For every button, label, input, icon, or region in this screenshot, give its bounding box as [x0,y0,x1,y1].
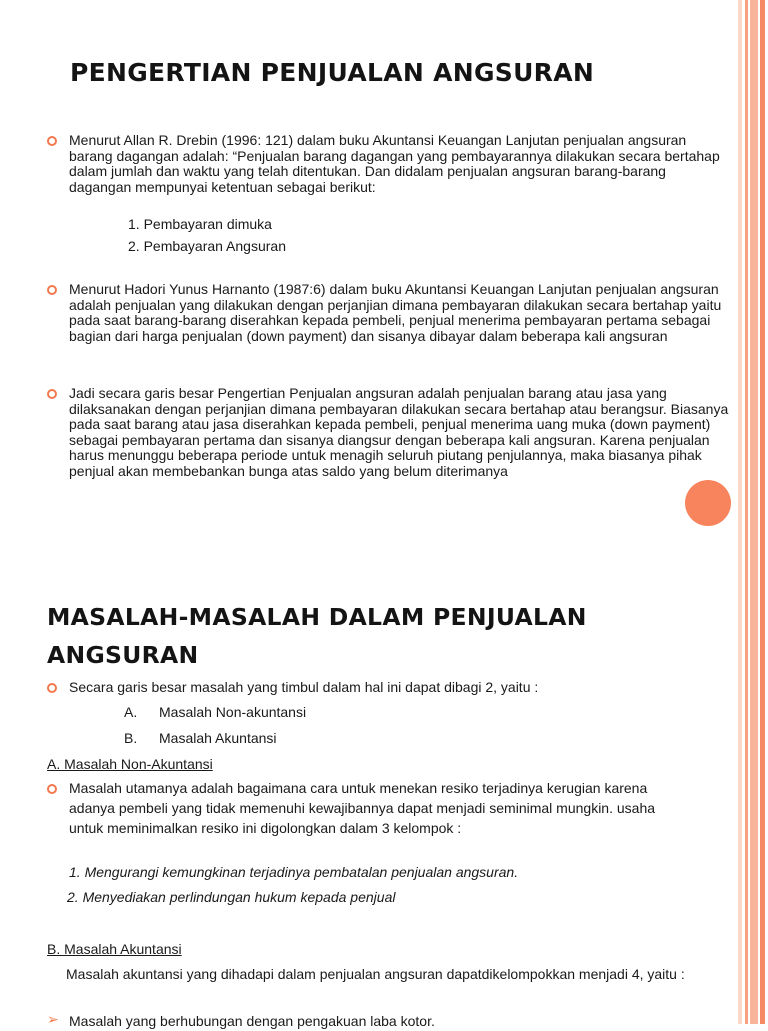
arrow-bullet-icon: ➢ [47,1011,59,1027]
paragraph: Masalah akuntansi yang dihadapi dalam penjualan angsuran dapatdikelompokkan menjadi 4, yaitu : [66,966,685,982]
bullet-text: Menurut Allan R. Drebin (1996: 121) dalam buku Akuntansi Keuangan Lanjutan penjualan angsuran barang dagangan adalah: “Penjualan barang dagangan yang pembayarannya dilakukan secara bertahap dalam jumlah dan waktu yang telah ditentukan. Dan didalam penjualan angsuran barang-barang dagangan mempunyai ketentuan sebagai berikut: [69,132,720,195]
stripe [738,0,742,1024]
bullet-text: Jadi secara garis besar Pengertian Penjualan angsuran adalah penjualan barang atau jasa yang dilaksanakan dengan perjanjian dimana pembayaran dilakukan secara bertahap atau berangsur. Biasanya pada saat barang atau jasa diserahkan kepada pembeli, penjual menerima uang muka (down payment) sebagai pembayaran pertama dan sisanya diangsur dengan beberapa kali angsuran. Karena penjualan harus menunggu beberapa periode untuk menagih seluruh piutang penjulannya, maka biasanya pihak penjual akan membebankan bunga atas saldo yang belum diterimanya [69,385,729,479]
slide-title: PENGERTIAN PENJUALAN ANGSURAN [70,58,595,87]
list-marker: A. [124,704,138,720]
section-heading: B. Masalah Akuntansi [47,941,182,957]
list-item: 1. Pembayaran dimuka [128,216,272,232]
side-stripes [738,0,768,1024]
stripe [760,0,765,1024]
slide-title: MASALAH-MASALAH DALAM PENJUALAN ANGSURAN [47,603,587,669]
stripe [745,0,748,1024]
bullet-text: Secara garis besar masalah yang timbul dalam hal ini dapat dibagi 2, yaitu : [69,679,539,695]
list-item: 2. Pembayaran Angsuran [128,238,286,254]
italic-item: 1. Mengurangi kemungkinan terjadinya pembatalan penjualan angsuran. [69,864,519,880]
italic-item: 2. Menyediakan perlindungan hukum kepada penjual [67,889,396,905]
list-item: Masalah yang berhubungan dengan pengakuan laba kotor. [69,1013,435,1029]
bullet-text: Menurut Hadori Yunus Harnanto (1987:6) dalam buku Akuntansi Keuangan Lanjutan penjualan angsuran adalah penjualan yang dilakukan dengan perjanjian dimana pembayaran dilakukan secara bertahap yaitu pada saat barang-barang diserahkan kepada pembeli, penjual menerima pembayaran pertama sebagai bagian dari harga penjualan (down payment) dan sisanya dibayar dalam beberapa kali angsuran [69,281,722,344]
list-marker: B. [124,730,138,746]
bullet-icon [47,784,57,794]
list-item: Masalah Non-akuntansi [159,704,307,720]
bullet-text: Masalah utamanya adalah bagaimana cara untuk menekan resiko terjadinya kerugian karena adanya pembeli yang tidak memenuhi kewajibannya dapat menjadi seminimal mungkin. usaha untuk meminimalkan resiko ini digolongkan dalam 3 kelompok : [69,780,656,836]
list-item: Masalah Akuntansi [159,730,277,746]
section-heading: A. Masalah Non-Akuntansi [47,756,213,772]
stripe [750,0,758,1024]
bullet-icon [47,683,57,693]
